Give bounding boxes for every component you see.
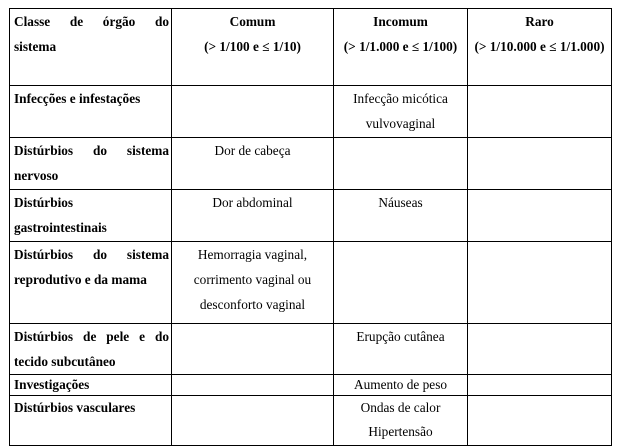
header-row [10,9,612,86]
table-row [10,242,612,324]
header-common [172,9,334,86]
row-class: Distúrbios vasculares [10,396,172,446]
header-class [10,9,172,86]
header-rare [468,9,612,86]
header-common-label: Comum [229,14,276,29]
row-uncommon [334,138,468,190]
row-common [172,324,334,375]
row-common: Dor abdominal [172,190,334,242]
adverse-reactions-table [9,8,612,446]
row-common [172,396,334,446]
table-row [10,324,612,375]
row-uncommon: Náuseas [334,190,468,242]
row-rare [468,190,612,242]
row-common: Hemorragia vaginal, corrimento vaginal ou desconforto vaginal [172,242,334,324]
row-uncommon: Aumento de peso [334,375,468,396]
table-row [10,375,612,396]
row-class: Distúrbios de pele e do tecido subcutâneo [10,324,172,375]
table-row [10,138,612,190]
row-class: Investigações [10,375,172,396]
header-uncommon-label: Incomum [373,14,428,29]
row-rare [468,324,612,375]
row-uncommon: Infecção micótica vulvovaginal [334,86,468,138]
row-rare [468,86,612,138]
row-common [172,375,334,396]
row-class: Distúrbios do sistema reprodutivo e da mama [10,242,172,324]
row-uncommon [334,242,468,324]
table-row [10,190,612,242]
header-uncommon [334,9,468,86]
header-uncommon-range: (> 1/1.000 e ≤ 1/100) [343,39,458,54]
row-rare [468,138,612,190]
row-class: Distúrbios gastrointestinais [10,190,172,242]
row-uncommon: Ondas de calor Hipertensão [334,396,468,446]
row-class: Infecções e infestações [10,86,172,138]
row-rare [468,375,612,396]
row-class: Distúrbios do sistema nervoso [10,138,172,190]
row-common [172,86,334,138]
table-row [10,86,612,138]
row-rare [468,396,612,446]
row-common: Dor de cabeça [172,138,334,190]
table-row [10,396,612,446]
row-uncommon: Erupção cutânea [334,324,468,375]
header-class-line: sistema [14,39,57,54]
header-rare-label: Raro [525,14,554,29]
header-rare-range: (> 1/10.000 e ≤ 1/1.000) [474,39,605,54]
header-class-line: Classe de órgão do [14,14,169,29]
header-common-range: (> 1/100 e ≤ 1/10) [204,39,301,54]
row-rare [468,242,612,324]
